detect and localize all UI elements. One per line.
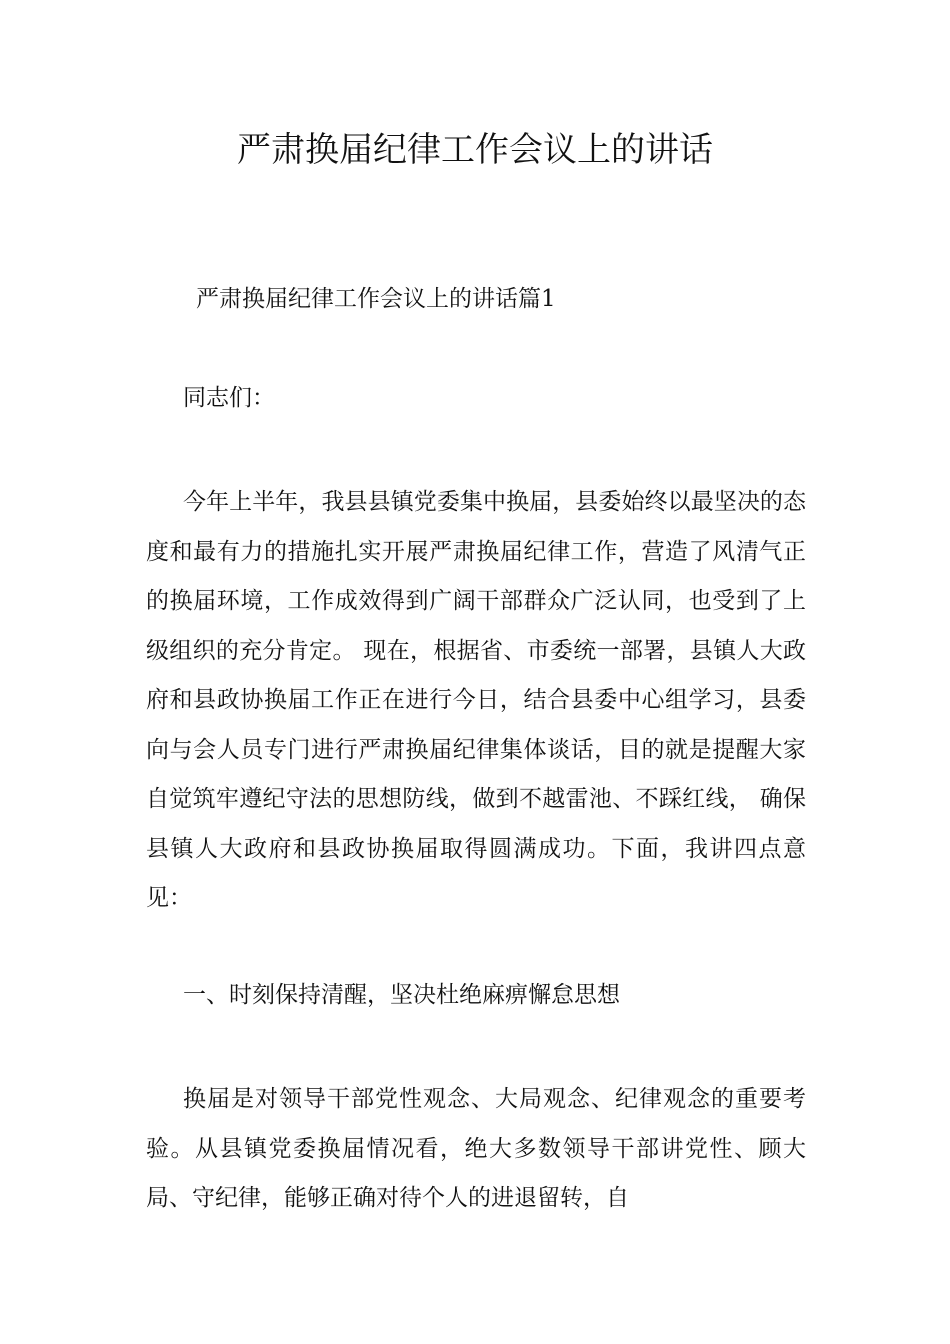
body-paragraph: 今年上半年，我县县镇党委集中换届，县委始终以最坚决的态度和最有力的措施扎实开展严肃换届纪律工作，营造了风清气正的换届环境，工作成效得到广阔干部群众广泛认同，也受到了上级组织的充分肯定。 现在，根据省、市委统一部署，县镇人大政府和县政协换届工作正在进行今日，结合县委中心组学习，县委向与会人员专门进行严肃换届纪律集体谈话，目的就是提醒大家自觉筑牢遵纪守法的思想防线，做到不越雷池、不踩红线， 确保县镇人大政府和县政协换届取得圆满成功。下面，我讲四点意见： <box>146 489 806 911</box>
document-subtitle: 严肃换届纪律工作会议上的讲话篇1 <box>196 286 556 312</box>
document-title: 严肃换届纪律工作会议上的讲话 <box>237 130 713 170</box>
section-heading: 一、时刻保持清醒，坚决杜绝麻痹懈怠思想 <box>183 982 620 1008</box>
salutation: 同志们： <box>183 385 275 411</box>
body-paragraph: 换届是对领导干部党性观念、大局观念、纪律观念的重要考验。从县镇党委换届情况看，绝大多数领导干部讲党性、顾大局、守纪律，能够正确对待个人的进退留转，自 <box>146 1086 806 1211</box>
